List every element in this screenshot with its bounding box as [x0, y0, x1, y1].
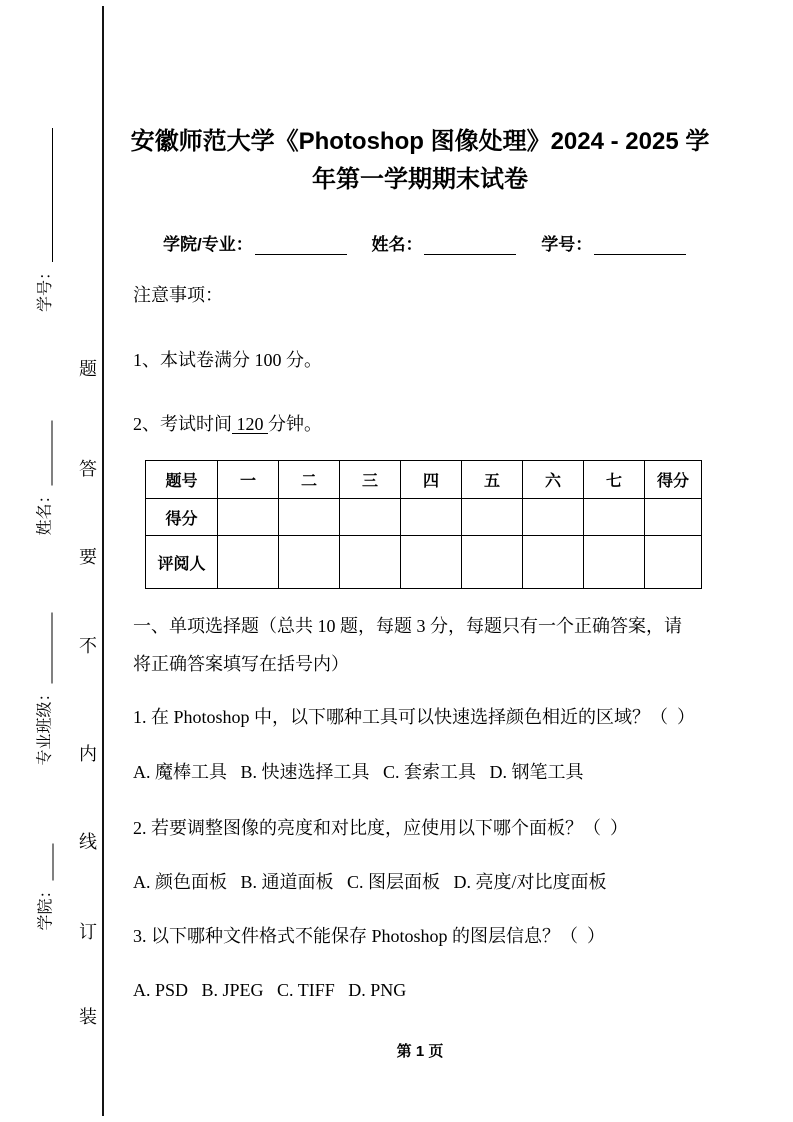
binding-char-1: 题 [79, 359, 97, 379]
score-table-header-cell: 四 [401, 461, 462, 499]
score-table-header-cell: 五 [462, 461, 523, 499]
binding-line [102, 6, 104, 1116]
notice-item-2 [133, 412, 322, 436]
question-2-stem: 2. 若要调整图像的亮度和对比度，应使用以下哪个面板？（ ） [133, 818, 628, 838]
score-cell [584, 499, 645, 536]
question-1-stem: 1. 在 Photoshop 中，以下哪种工具可以快速选择颜色相近的区域？（ ） [133, 707, 696, 727]
score-row-label: 得分 [146, 499, 218, 536]
binding-student-id-blank [35, 128, 53, 262]
question-3-options: A. PSD B. JPEG C. TIFF D. PNG [133, 980, 407, 1000]
reviewer-cell [584, 536, 645, 589]
info-student-id-blank [594, 237, 686, 255]
notice-item-2-prefix: 2、考试时间 [133, 414, 232, 434]
score-table-reviewer-row [146, 536, 702, 589]
score-table-header-row [146, 461, 702, 499]
question-3-stem: 3. 以下哪种文件格式不能保存 Photoshop 的图层信息？（ ） [133, 926, 606, 946]
binding-char-2: 答 [79, 459, 97, 479]
score-cell [279, 499, 340, 536]
binding-name-blank [35, 421, 53, 486]
section-one-heading-line2: 将正确答案填写在括号内） [133, 654, 349, 674]
exam-title-line1: 安徽师范大学《Photoshop 图像处理》2024 - 2025 学 [130, 128, 710, 155]
score-table-header-cell: 七 [584, 461, 645, 499]
score-table-header-cell: 三 [340, 461, 401, 499]
exam-title-line2: 年第一学期期末试卷 [312, 166, 528, 193]
info-student-id-field [541, 235, 686, 254]
binding-field-student-id [35, 128, 57, 312]
reviewer-cell [462, 536, 523, 589]
binding-field-class [35, 613, 57, 766]
notice-title: 注意事项： [133, 285, 223, 305]
question-1-options: A. 魔棒工具 B. 快速选择工具 C. 套索工具 D. 钢笔工具 [133, 762, 584, 782]
score-table-header-cell: 题号 [146, 461, 218, 499]
binding-class-label: 专业班级： [36, 685, 54, 766]
notice-item-2-suffix: 分钟。 [268, 414, 322, 434]
info-college-major-field [163, 235, 347, 254]
binding-char-4: 不 [79, 636, 97, 656]
binding-char-5: 内 [79, 744, 97, 764]
reviewer-cell [523, 536, 584, 589]
score-table-header-cell: 二 [279, 461, 340, 499]
info-college-major-label: 学院/专业： [163, 235, 253, 254]
binding-college-blank [36, 844, 54, 881]
reviewer-row-label: 评阅人 [146, 536, 218, 589]
reviewer-cell [340, 536, 401, 589]
question-2-options: A. 颜色面板 B. 通道面板 C. 图层面板 D. 亮度/对比度面板 [133, 872, 607, 892]
binding-name-label: 姓名： [36, 487, 54, 536]
reviewer-cell [645, 536, 702, 589]
reviewer-cell [401, 536, 462, 589]
score-cell [401, 499, 462, 536]
info-college-major-blank [255, 237, 347, 255]
score-table-header-cell: 得分 [645, 461, 702, 499]
info-name-blank [424, 237, 516, 255]
binding-class-blank [35, 613, 53, 684]
score-table [145, 460, 702, 589]
score-table-score-row [146, 499, 702, 536]
reviewer-cell [218, 536, 279, 589]
score-table-header-cell: 六 [523, 461, 584, 499]
info-name-field [371, 235, 516, 254]
binding-char-8: 装 [79, 1007, 97, 1027]
info-name-label: 姓名： [371, 235, 423, 254]
info-student-id-label: 学号： [541, 235, 593, 254]
binding-field-name [35, 421, 57, 536]
score-cell [645, 499, 702, 536]
binding-char-3: 要 [79, 547, 97, 567]
reviewer-cell [279, 536, 340, 589]
score-table-header-cell: 一 [218, 461, 279, 499]
binding-student-id-label: 学号： [37, 263, 54, 312]
score-cell [462, 499, 523, 536]
page-number: 第 1 页 [396, 1043, 444, 1060]
score-cell [523, 499, 584, 536]
score-cell [218, 499, 279, 536]
student-info-line [163, 230, 706, 255]
notice-item-2-duration: 120 [232, 414, 268, 434]
score-cell [340, 499, 401, 536]
binding-char-7: 订 [79, 922, 97, 942]
binding-field-college [36, 844, 58, 931]
section-one-heading-line1: 一、单项选择题（总共 10 题，每题 3 分，每题只有一个正确答案，请 [133, 616, 682, 636]
binding-college-label: 学院： [37, 882, 55, 931]
binding-char-6: 线 [79, 832, 97, 852]
notice-item-1: 1、本试卷满分 100 分。 [133, 350, 322, 370]
